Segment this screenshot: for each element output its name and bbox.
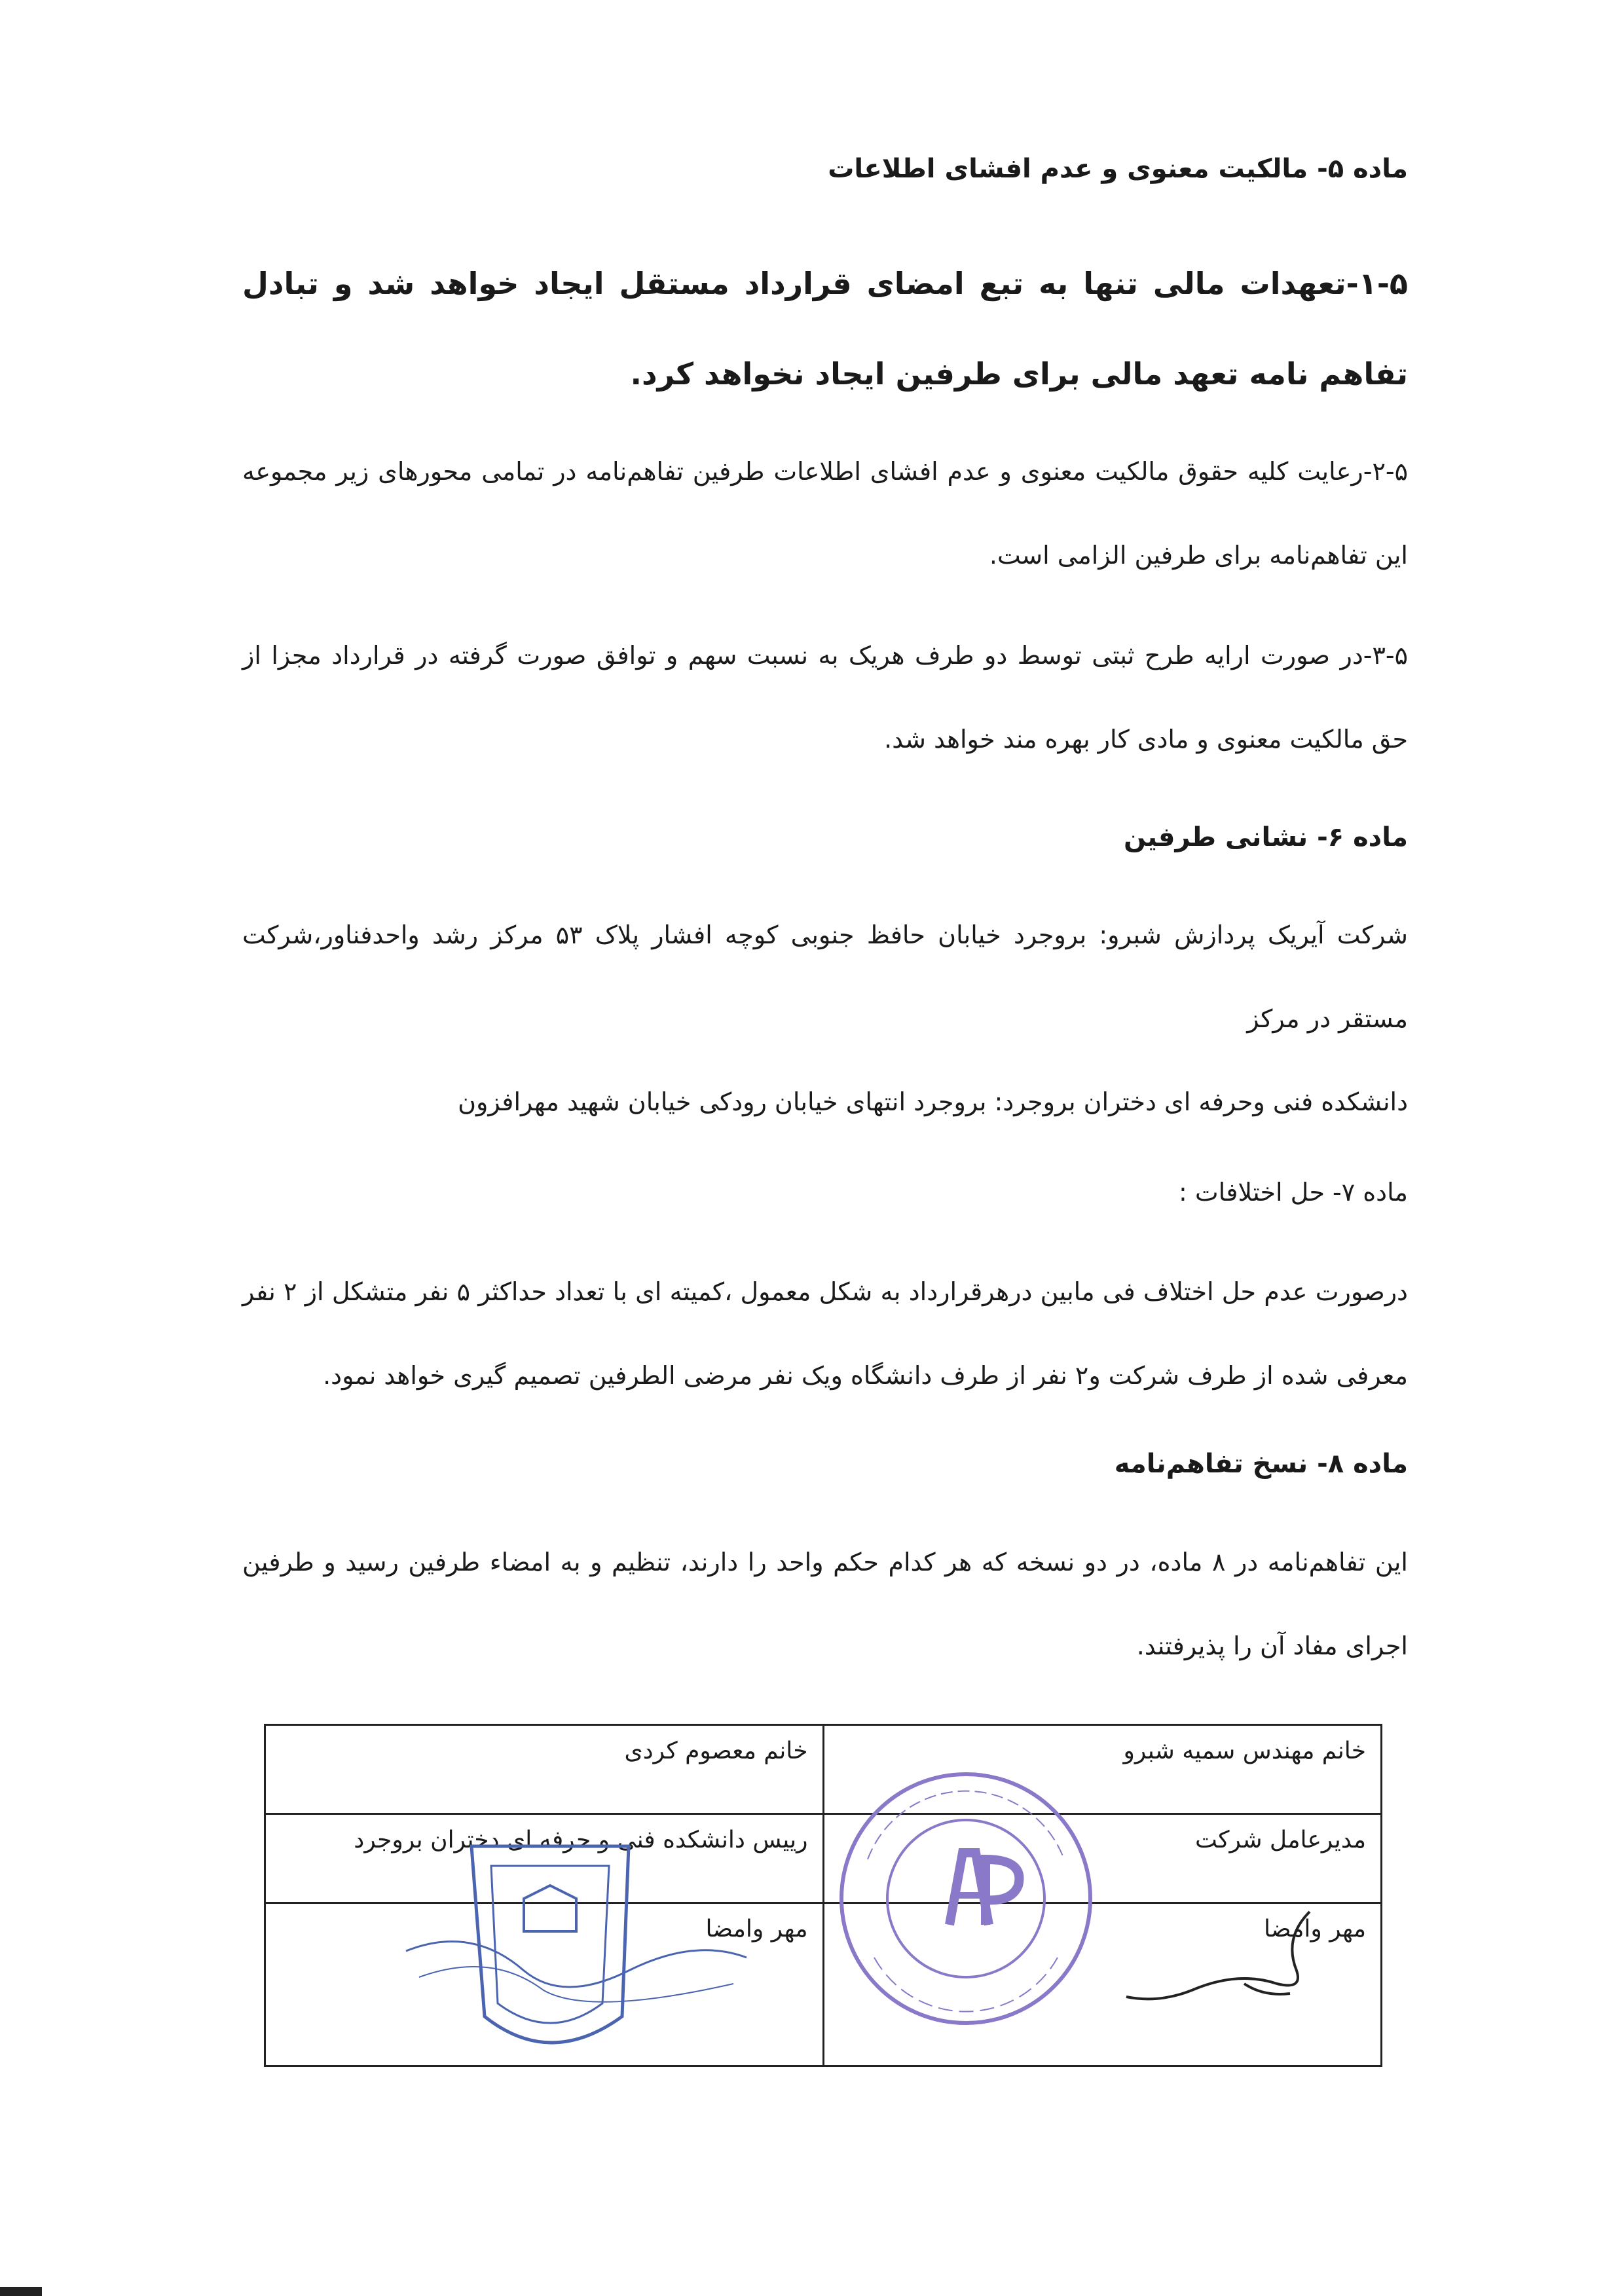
article7-heading: ماده ۷- حل اختلافات : — [1179, 1178, 1408, 1207]
company-ceo-name: خانم مهندس سمیه شبرو — [823, 1725, 1382, 1814]
company-stamp-cell: مهر وامضا — [823, 1903, 1382, 2066]
college-stamp-cell: مهر وامضا — [265, 1903, 824, 2066]
article5-clause1: ۱-۵-تعهدات مالی تنها به تبع امضای قرارداد مستقل ایجاد خواهد شد و تبادل تفاهم نامه تعهد مالی برای طرفین ایجاد نخواهد کرد. — [242, 266, 1408, 392]
college-head-title: رییس دانشکده فنی و حرفه ای دختران بروجرد — [265, 1814, 824, 1903]
article6-heading: ماده ۶- نشانی طرفین — [1123, 822, 1408, 852]
article8-heading: ماده ۸- نسخ تفاهم‌نامه — [1114, 1449, 1408, 1479]
college-address: دانشکده فنی وحرفه ای دختران بروجرد: بروجرد انتهای خیابان رودکی خیابان شهید مهرافزون — [458, 1087, 1408, 1116]
scan-edge-mark — [0, 2287, 42, 2296]
signature-titles-row — [265, 1814, 1382, 1903]
company-ceo-title: مدیرعامل شرکت — [823, 1814, 1382, 1903]
company-address: شرکت آیریک پردازش شبرو: بروجرد خیابان حافظ جنوبی کوچه افشار پلاک ۵۳ مرکز رشد واحدفناور،شرکت مستقر در مرکز — [242, 920, 1408, 1033]
signature-stamp-row — [265, 1903, 1382, 2066]
article5-clause3: ۳-۵-در صورت ارایه طرح ثبتی توسط دو طرف هریک به نسبت سهم و توافق صورت گرفته در قرارداد مجزا از حق مالکیت معنوی و مادی کار بهره مند خواهد شد. — [242, 641, 1408, 754]
article7-body: درصورت عدم حل اختلاف فی مابین درهرقرارداد به شکل معمول ،کمیته ای با تعداد حداکثر ۵ نفر متشکل از ۲ نفر معرفی شده از طرف شرکت و۲ نفر از طرف دانشگاه ویک نفر مرضی الطرفین تصمیم گیری خواهد نمود. — [242, 1277, 1408, 1390]
article5-clause2: ۲-۵-رعایت کلیه حقوق مالکیت معنوی و عدم افشای اطلاعات طرفین تفاهم‌نامه در تمامی محورهای زیر مجموعه این تفاهم‌نامه برای طرفین الزامی است. — [242, 457, 1408, 570]
college-head-name: خانم معصوم کردی — [265, 1725, 824, 1814]
article5-heading: ماده ۵- مالکیت معنوی و عدم افشای اطلاعات — [828, 154, 1408, 184]
signature-names-row — [265, 1725, 1382, 1814]
signature-table — [264, 1724, 1382, 2067]
article8-body: این تفاهم‌نامه در ۸ ماده، در دو نسخه که هر کدام حکم واحد را دارند، تنظیم و به امضاء طرفین رسید و طرفین اجرای مفاد آن را پذیرفتند. — [242, 1548, 1408, 1660]
